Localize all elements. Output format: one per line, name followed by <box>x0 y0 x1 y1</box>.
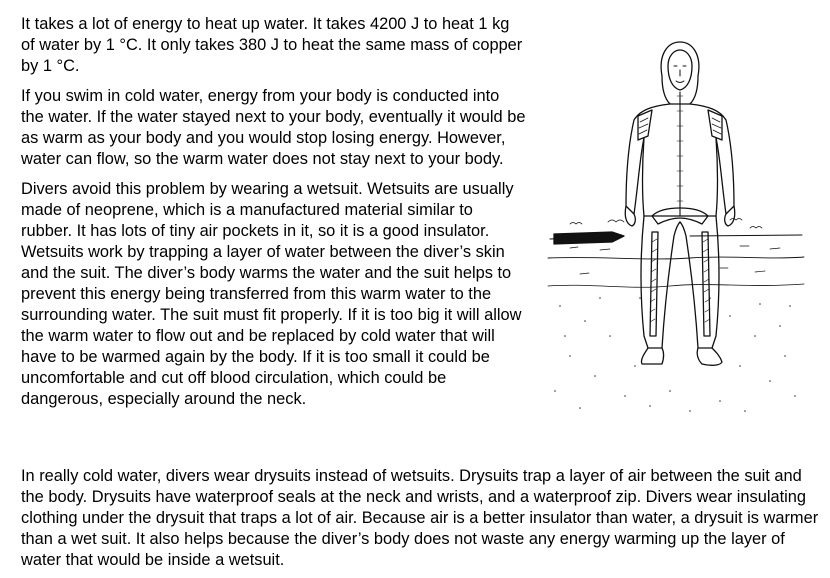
paragraph-heat-capacity: It takes a lot of energy to heat up water. It takes 4200 J to heat 1 kg of water by 1 °C. It only takes 380 J to heat the same mass of copper by 1 °C. <box>21 15 523 75</box>
paragraph-wetsuit: Divers avoid this problem by wearing a wetsuit. Wetsuits are usually made of neoprene, which is a manufactured material similar to rubber. It has lots of tiny air pockets in it, so it is a good insulator. Wetsuits work by trapping a layer of water between the diver’s skin and the suit. The diver’s body warms the water and the suit helps to prevent this energy being transferred from this warm water to the surrounding water. The suit must fit properly. If it is too big it will allow the warm water to flow out and be replaced by cold water that will have to be warmed again by the body. If it is too small it could be uncomfortable and cut off blood circulation, which could be dangerous, especially around the neck. <box>21 180 522 408</box>
wetsuit-illustration <box>540 36 810 421</box>
text-column <box>21 14 526 419</box>
paragraph-cold-water: If you swim in cold water, energy from your body is conducted into the water. If the water stayed next to your body, eventually it would be as warm as your body and you would stop losing energy. However, water can flow, so the warm water does not stay next to your body. <box>21 87 526 168</box>
paragraph-drysuit: In really cold water, divers wear drysuits instead of wetsuits. Drysuits trap a layer of air between the suit and the body. Drysuits have waterproof seals at the neck and wrists, and a waterproof zip. Divers wear insulating clothing under the drysuit that traps a lot of air. Because air is a better insulator than water, a drysuit is warmer than a wet suit. It also helps because the diver’s body does not waste any energy warming up the layer of water that would be inside a wetsuit. <box>21 467 819 569</box>
